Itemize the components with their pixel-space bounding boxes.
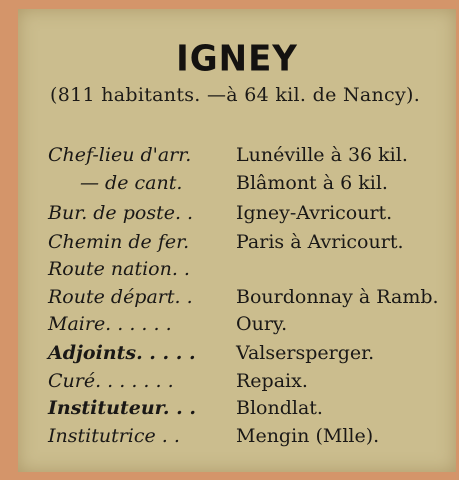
entry-value: Blondlat.	[236, 397, 323, 419]
entry-value: Bourdonnay à Ramb.	[236, 286, 439, 308]
entry-label: Route départ. .	[48, 286, 193, 308]
entry-value: Repaix.	[236, 370, 308, 392]
entry-row	[18, 397, 456, 425]
entry-label: Route nation. .	[48, 258, 190, 280]
entry-row	[18, 258, 456, 286]
entry-label: Maire. . . . . .	[48, 313, 172, 335]
population-distance-line: (811 habitants. —à 64 kil. de Nancy).	[50, 84, 421, 106]
entry-row	[18, 370, 456, 398]
entry-value: Oury.	[236, 313, 288, 335]
entry-value: Blâmont à 6 kil.	[236, 172, 388, 194]
town-heading: IGNEY	[176, 38, 298, 80]
entry-row	[18, 144, 456, 172]
entry-label: Bur. de poste. .	[48, 202, 194, 224]
entry-value: Igney-Avricourt.	[236, 202, 393, 224]
entry-label: Adjoints. . . . .	[48, 342, 196, 364]
entry-label: Instituteur. . .	[48, 397, 197, 419]
entry-value: Mengin (Mlle).	[236, 425, 380, 447]
entry-label: Curé. . . . . . .	[48, 370, 174, 392]
directory-card	[18, 9, 456, 472]
entry-label: Chemin de fer.	[48, 231, 190, 253]
entry-row	[18, 172, 456, 200]
entry-row	[18, 202, 456, 230]
entry-row	[18, 342, 456, 370]
entry-label: Chef-lieu d'arr.	[48, 144, 192, 166]
entry-row	[18, 231, 456, 259]
entry-row	[18, 425, 456, 453]
entry-value: Valsersperger.	[236, 342, 375, 364]
entry-label: — de cant.	[80, 172, 183, 194]
entry-label: Institutrice . .	[48, 425, 180, 447]
entry-row	[18, 286, 456, 314]
entry-row	[18, 313, 456, 341]
entry-value: Lunéville à 36 kil.	[236, 144, 408, 166]
entry-value: Paris à Avricourt.	[236, 231, 404, 253]
